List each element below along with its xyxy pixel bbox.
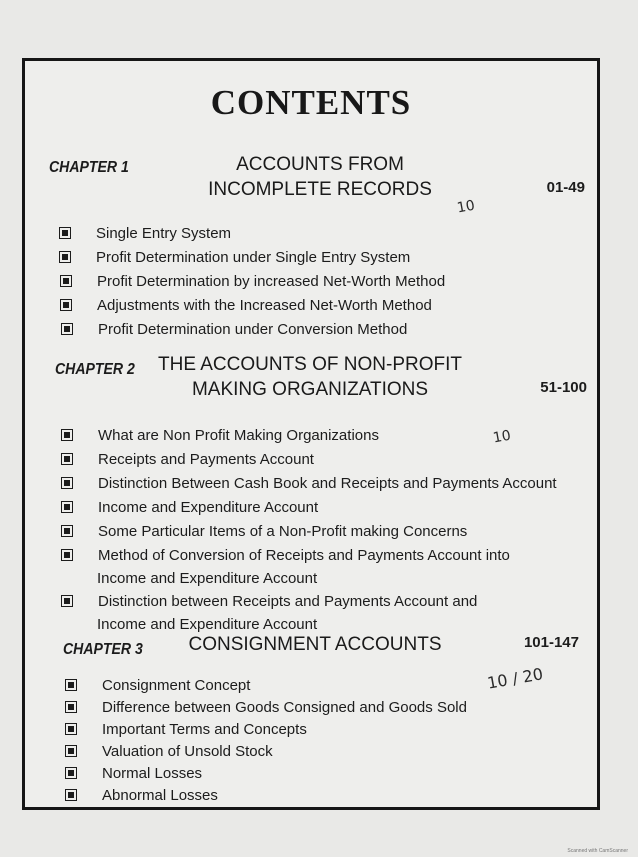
square-bullet-icon <box>61 595 73 607</box>
square-bullet-icon <box>61 429 73 441</box>
square-bullet-icon <box>61 525 73 537</box>
chapter-2-title <box>145 352 475 402</box>
square-bullet-icon <box>65 679 77 691</box>
square-bullet-icon <box>61 323 73 335</box>
list-item: Abnormal Losses <box>65 785 218 805</box>
square-bullet-icon <box>65 745 77 757</box>
square-bullet-icon <box>65 723 77 735</box>
chapter-1-pages: 01-49 <box>546 179 585 196</box>
list-item: Profit Determination under Conversion Method <box>61 319 407 339</box>
list-item-continuation: Income and Expenditure Account <box>97 616 318 633</box>
square-bullet-icon <box>65 767 77 779</box>
square-bullet-icon <box>61 453 73 465</box>
scanner-watermark: Scanned with CamScanner <box>567 848 628 854</box>
square-bullet-icon <box>60 275 72 287</box>
list-item: Profit Determination by increased Net-Worth Method <box>60 271 445 291</box>
list-item: Distinction Between Cash Book and Receipts and Payments Account <box>61 473 557 493</box>
chapter-1-label: CHAPTER 1 <box>49 159 129 176</box>
list-item: Distinction between Receipts and Payments Account and <box>61 591 477 611</box>
square-bullet-icon <box>60 299 72 311</box>
list-item: Receipts and Payments Account <box>61 449 314 469</box>
square-bullet-icon <box>61 501 73 513</box>
list-item: Difference between Goods Consigned and Goods Sold <box>65 697 467 717</box>
list-item: What are Non Profit Making Organizations <box>61 425 379 445</box>
chapter-2-label: CHAPTER 2 <box>55 361 135 378</box>
list-item: Income and Expenditure Account <box>61 497 318 517</box>
list-item: Normal Losses <box>65 763 202 783</box>
list-item: Consignment Concept <box>65 675 250 695</box>
chapter-3-pages: 101-147 <box>523 634 579 651</box>
square-bullet-icon <box>61 477 73 489</box>
chapter-1-title <box>155 152 485 202</box>
list-item: Adjustments with the Increased Net-Worth Method <box>60 295 432 315</box>
chapter-2-title-line: THE ACCOUNTS OF NON-PROFIT <box>158 354 462 375</box>
chapter-2-title-line: MAKING ORGANIZATIONS <box>191 379 429 400</box>
chapter-3-title-line: CONSIGNMENT ACCOUNTS <box>188 634 442 655</box>
list-item: Important Terms and Concepts <box>65 719 307 739</box>
square-bullet-icon <box>59 227 71 239</box>
chapter-3-title <box>175 632 455 657</box>
list-item: Some Particular Items of a Non-Profit making Concerns <box>61 521 467 541</box>
chapter-1-title-line: ACCOUNTS FROM <box>236 154 404 175</box>
list-item-continuation: Income and Expenditure Account <box>97 570 318 587</box>
square-bullet-icon <box>65 701 77 713</box>
list-item: Method of Conversion of Receipts and Payments Account into <box>61 545 510 565</box>
handwritten-note: 10 <box>455 197 477 217</box>
chapter-3-label: CHAPTER 3 <box>63 641 143 658</box>
list-item: Valuation of Unsold Stock <box>65 741 273 761</box>
list-item: Single Entry System <box>59 223 231 243</box>
contents-frame <box>22 58 600 810</box>
page-title: CONTENTS <box>210 83 412 122</box>
chapter-2-pages: 51-100 <box>540 379 587 396</box>
handwritten-note: 10 <box>491 427 513 447</box>
list-item: Profit Determination under Single Entry System <box>59 247 410 267</box>
square-bullet-icon <box>59 251 71 263</box>
square-bullet-icon <box>61 549 73 561</box>
chapter-1-title-line: INCOMPLETE RECORDS <box>208 179 432 200</box>
handwritten-note: 10 / 20 <box>485 664 545 693</box>
square-bullet-icon <box>65 789 77 801</box>
